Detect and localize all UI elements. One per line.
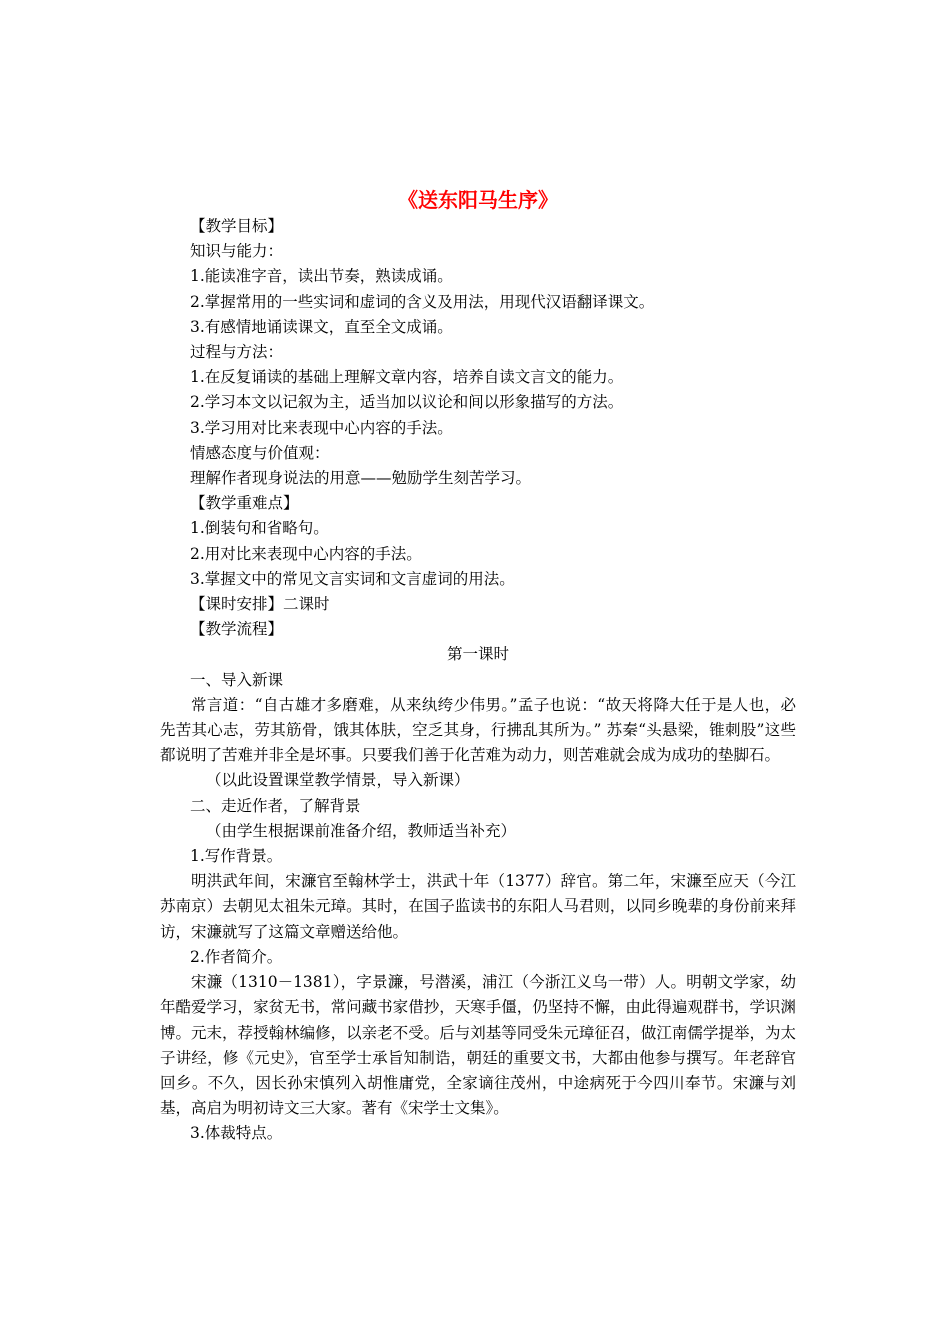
step1-note: （以此设置课堂教学情景，导入新课） — [206, 771, 470, 790]
emotion-values-label: 情感态度与价值观： — [190, 443, 330, 462]
document-body — [160, 186, 796, 1147]
process-method-label: 过程与方法： — [190, 343, 284, 362]
objectives-heading: 【教学目标】 — [190, 217, 284, 235]
procedure-heading: 【教学流程】 — [190, 620, 284, 639]
objective-line: 1.能读准字音，读出节奏，熟读成诵。 — [190, 267, 453, 286]
genre-heading: 3.体裁特点。 — [190, 1124, 283, 1143]
key-point-line: 3.掌握文中的常见文言实词和文言虚词的用法。 — [190, 569, 515, 588]
step2-note: （由学生根据课前准备介绍，教师适当补充） — [206, 821, 517, 840]
key-point-line: 2.用对比来表现中心内容的手法。 — [190, 544, 422, 563]
objective-line: 2.掌握常用的一些实词和虚词的含义及用法，用现代汉语翻译课文。 — [190, 292, 655, 311]
step2-heading: 二、走近作者，了解背景 — [190, 796, 361, 815]
knowledge-ability-label: 知识与能力： — [190, 242, 284, 261]
section-heading: 第一课时 — [446, 645, 509, 664]
objective-line: 3.学习用对比来表现中心内容的手法。 — [190, 418, 453, 437]
objective-line: 理解作者现身说法的用意——勉励学生刻苦学习。 — [190, 469, 532, 488]
objective-line: 3.有感情地诵读课文，直至全文成诵。 — [190, 317, 453, 336]
key-point-line: 1.倒装句和省略句。 — [190, 519, 329, 538]
step1-heading: 一、导入新课 — [190, 670, 284, 689]
key-points-heading: 【教学重难点】 — [190, 494, 299, 513]
step1-paragraph: 常言道：“自古雄才多磨难，从来纨绔少伟男。”孟子也说：“故天将降大任于是人也，必先苦其心志，劳其筋骨，饿其体肤，空乏其身，行拂乱其所为。” 苏秦“头悬梁，锥刺股”这些都说明了苦难并非全是坏事。只要我们善于化苦难为动力，则苦难就会成为成功的垫脚石。 — [160, 695, 796, 765]
author-heading: 2.作者简介。 — [190, 947, 283, 966]
schedule-line: 【课时安排】二课时 — [190, 595, 330, 614]
objective-line: 1.在反复诵读的基础上理解文章内容，培养自读文言文的能力。 — [190, 368, 624, 387]
document-title: 《送东阳马生序》 — [398, 188, 558, 212]
background-paragraph: 明洪武年间，宋濂官至翰林学士，洪武十年（1377）辞官。第二年，宋濂至应天（今江苏南京）去朝见太祖朱元璋。其时，在国子监读书的东阳人马君则，以同乡晚辈的身份前来拜访，宋濂就写了这篇文章赠送给他。 — [160, 872, 796, 941]
objective-line: 2.学习本文以记叙为主，适当加以议论和间以形象描写的方法。 — [190, 393, 624, 412]
author-paragraph: 宋濂（1310－1381），字景濂，号潜溪，浦江（今浙江义乌一带）人。明朝文学家，幼年酷爱学习，家贫无书，常问藏书家借抄，天寒手僵，仍坚持不懈，由此得遍观群书，学识渊博。元末，荐授翰林编修，以亲老不受。后与刘基等同受朱元璋征召，做江南儒学提举，为太子讲经，修《元史》，官至学士承旨知制诰，朝廷的重要文书，大都由他参与撰写。年老辞官回乡。不久，因长孙宋慎列入胡惟庸党，全家谪往茂州，中途病死于今四川奉节。宋濂与刘基，高启为明初诗文三大家。著有《宋学士文集》。 — [160, 973, 796, 1118]
background-heading: 1.写作背景。 — [190, 847, 283, 866]
